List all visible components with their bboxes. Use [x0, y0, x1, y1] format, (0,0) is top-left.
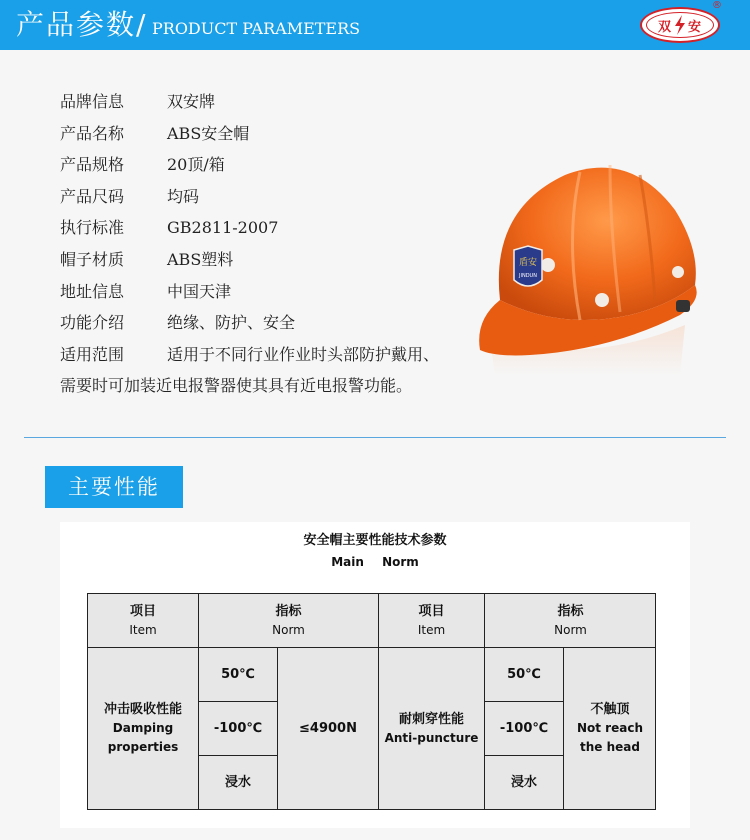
right-condition-cell: [485, 648, 564, 702]
param-key: 帽子材质: [60, 249, 125, 269]
table-subtitle: Main Norm: [331, 555, 419, 569]
left-item-cell: [88, 648, 199, 809]
table-header-cell: [485, 594, 656, 648]
header-cn: 指标: [275, 603, 302, 619]
header-en: Item: [129, 622, 157, 637]
param-value: ABS安全帽: [167, 123, 250, 143]
header-en: Item: [417, 622, 446, 637]
left-norm-value: ≤4900N: [299, 721, 357, 736]
logo-text-right: 安: [688, 19, 703, 35]
right-norm-en2: the head: [580, 740, 640, 754]
param-key: 产品名称: [60, 123, 125, 143]
condition-value: 50℃: [507, 667, 541, 682]
param-value: 中国天津: [167, 281, 232, 301]
helmet-badge-cn: 盾安: [518, 258, 538, 268]
left-condition-cell: [199, 756, 278, 809]
param-key: 产品尺码: [60, 186, 125, 206]
right-item-cn: 耐刺穿性能: [398, 711, 464, 727]
left-item-en1: Damping: [112, 721, 174, 735]
param-value: 适用于不同行业作业时头部防护戴用、: [167, 344, 440, 364]
param-value: 双安牌: [167, 92, 216, 111]
spec-table: [87, 593, 656, 810]
header-title-en: PRODUCT PARAMETERS: [152, 19, 361, 38]
brand-logo: [640, 7, 720, 43]
table-title: 安全帽主要性能技术参数: [303, 533, 447, 548]
param-row: [60, 153, 520, 185]
condition-value: 50℃: [221, 667, 255, 682]
param-key: 执行标准: [60, 218, 125, 238]
helmet-badge-en: JINDUN: [519, 273, 537, 279]
param-row: [60, 90, 520, 122]
header-en: Norm: [272, 622, 305, 637]
left-norm-cell: [278, 648, 379, 809]
param-continuation: 需要时可加装近电报警器使其具有近电报警功能。: [60, 376, 413, 395]
param-key: 适用范围: [60, 344, 125, 364]
logo-text-left: 双: [657, 19, 672, 35]
left-item-en2: properties: [107, 740, 179, 754]
right-norm-cn: 不触顶: [590, 702, 630, 717]
header-bar: [0, 0, 750, 50]
param-value: GB2811-2007: [167, 218, 279, 238]
left-condition-cell: [199, 648, 278, 702]
param-row: [60, 343, 520, 375]
header-cn: 项目: [418, 603, 445, 619]
param-key: 地址信息: [60, 281, 125, 301]
right-item-cell: [379, 648, 485, 809]
param-row: [60, 122, 520, 154]
param-row: [60, 280, 520, 312]
left-item-cn: 冲击吸收性能: [103, 702, 182, 717]
header-title-cn: 产品参数/: [16, 8, 148, 41]
param-key: 功能介绍: [60, 313, 125, 333]
param-row: [60, 216, 520, 248]
section-divider: [24, 437, 726, 438]
param-value: 20顶/箱: [167, 155, 225, 175]
param-value: ABS塑料: [167, 249, 234, 269]
condition-value: -100℃: [499, 721, 549, 736]
table-header-cell: [88, 594, 199, 648]
right-norm-en1: Not reach: [576, 721, 643, 735]
param-key: 品牌信息: [60, 92, 125, 111]
param-row: [60, 185, 520, 217]
param-row: [60, 311, 520, 343]
condition-value: 浸水: [224, 775, 251, 790]
header-cn: 指标: [557, 603, 584, 619]
right-condition-cell: [485, 702, 564, 756]
right-norm-cell: [564, 648, 656, 809]
right-condition-cell: [485, 756, 564, 809]
param-value: 均码: [167, 186, 200, 206]
header-en: Norm: [554, 622, 587, 637]
right-item-en: Anti-puncture: [384, 730, 479, 745]
param-key: 产品规格: [60, 155, 125, 175]
parameter-list: [60, 90, 520, 374]
condition-value: 浸水: [510, 775, 537, 790]
registered-mark: ®: [712, 0, 722, 11]
safety-helmet-image: [470, 150, 710, 380]
table-header-cell: [199, 594, 379, 648]
param-value: 绝缘、防护、安全: [167, 313, 296, 333]
table-header-cell: [379, 594, 485, 648]
lightning-bolt-icon: [673, 15, 687, 35]
param-row: [60, 248, 520, 280]
header-cn: 项目: [129, 603, 156, 619]
section-title: 主要性能: [45, 466, 183, 508]
left-condition-cell: [199, 702, 278, 756]
condition-value: -100℃: [213, 721, 263, 736]
